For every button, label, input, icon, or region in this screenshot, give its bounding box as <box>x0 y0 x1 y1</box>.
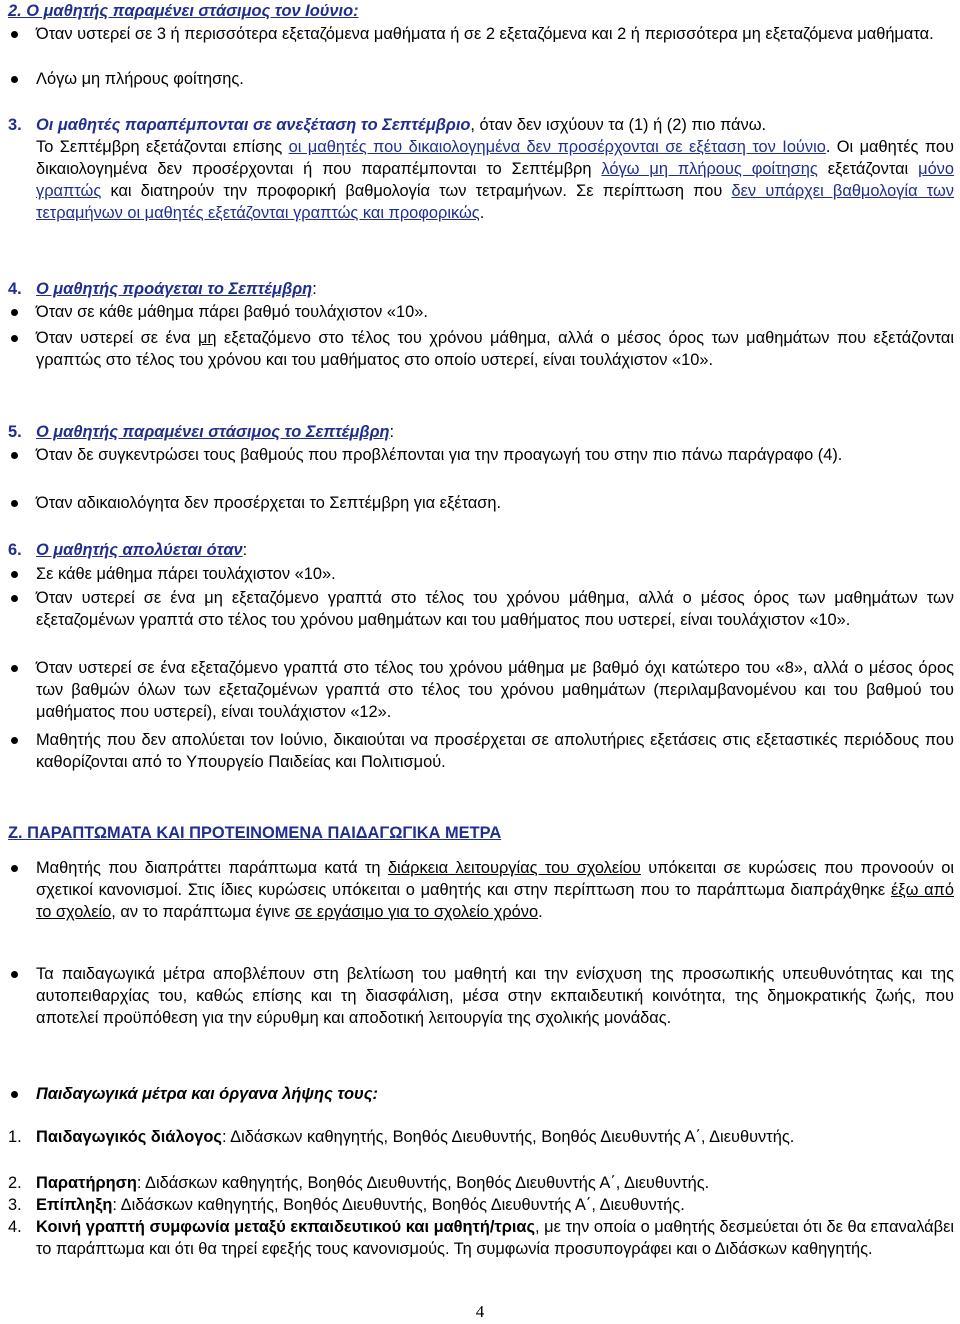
bullet-icon <box>10 587 20 609</box>
bullet-icon <box>10 1083 20 1105</box>
section-2-heading: 2. Ο μαθητής παραμένει στάσιμος τον Ιούνιο: <box>8 2 359 20</box>
section-z-title: Ζ. ΠΑΡΑΠΤΩΜΑΤΑ ΚΑΙ ΠΡΟΤΕΙΝΟΜΕΝΑ ΠΑΙΔΑΓΩΓΙΚΑ ΜΕΤΡΑ <box>8 824 502 842</box>
bullet-icon <box>10 327 20 349</box>
bullet-icon <box>10 301 20 323</box>
page-number: 4 <box>475 1302 485 1321</box>
bullet-icon <box>10 68 20 90</box>
section-4-heading: 4. Ο μαθητής προάγεται το Σεπτέμβρη: <box>8 280 317 298</box>
bullet-icon <box>10 444 20 466</box>
bullet-icon <box>10 963 20 985</box>
section-5-heading: 5. Ο μαθητής παραμένει στάσιμος το Σεπτέμβρη: <box>8 423 395 441</box>
section-3-heading: Οι μαθητές παραπέμπονται σε ανεξέταση το Σεπτέμβριο <box>36 116 471 134</box>
section-6-heading: 6. Ο μαθητής απολύεται όταν: <box>8 541 248 559</box>
bullet-icon <box>10 657 20 679</box>
bullet-icon <box>10 492 20 514</box>
bullet-icon <box>10 857 20 879</box>
bullet-icon <box>10 23 20 45</box>
document-page: 2. Ο μαθητής παραμένει στάσιμος τον Ιούνιο: Όταν υστερεί σε 3 ή περισσότερα εξεταζόμενα μαθήματα ή σε 2 εξεταζόμενα και 2 ή περισσότερα μη εξεταζόμενα μαθήματα. Λόγω μη πλήρους φοίτησης. 3. Οι μαθητές παραπέμπονται σε ανεξέταση το Σεπτέμβριο, όταν δεν ισχύουν τα (1) ή (2) πιο πάνω. Το Σεπτέμβρη εξετάζονται επίσης οι μαθητές που δικαιολογημένα δεν προσέρχονται σε εξέταση τον Ιούνιο. Οι μαθητές που δικαιολογημένα δεν προσέρχονται ή που παραπέμπονται το Σεπτέμβρη λόγω μη πλήρους φοίτησης εξετάζονται μόνο γραπτώς και διατηρούν την προφορική βαθμολογία των τετραμήνων. Σε περίπτωση που δεν υπάρχει βαθμολογία των τετραμήνων οι μαθητές εξετάζονται γραπτώς και προφορικώς. 4. Ο μαθητής προάγεται το Σεπτέμβρη: Όταν σε κάθε μάθημα πάρει βαθμό τουλάχιστον «10». Όταν υστερεί σε ένα μη εξεταζόμενο στο τέλος του χρόνου μάθημα, αλλά ο μέσος όρος των μαθημάτων που εξετάζονται γραπτώς στο τέλος του χρόνου και του μαθήματος στο οποίο υστερεί, είναι τουλάχιστον «10». 5. Ο μαθητής παραμένει στάσιμος το Σεπτέμβρη: Όταν δε συγκεντρώσει τους βαθμούς που προβλέπονται για την προαγωγή του στην πιο πάνω παράγραφο (4). Όταν αδικαιολόγητα δεν προσέρχεται το Σεπτέμβρη για εξέταση. 6. Ο μαθητής απολύεται όταν: Σε κάθε μάθημα πάρει τουλάχιστον «10». Όταν υστερεί σε ένα μη εξεταζόμενο γραπτά στο τέλος του χρόνου μάθημα, αλλά ο μέσος όρος των μαθημάτων των εξεταζομένων γραπτά στο τέλος του χρόνου μαθημάτων και του μαθήματος που υστερεί, είναι τουλάχιστον «10». Όταν υστερεί σε ένα εξεταζόμενο γραπτά στο τέλος του χρόνου μάθημα με βαθμό όχι κατώτερο του «8», αλλά ο μέσος όρος των βαθμών όλων των εξεταζομένων γραπτά στο τέλος του χρόνου μαθημάτων (περιλαμβανομένου και του βαθμού του μαθήματος που υστερεί), είναι τουλάχιστον «12». Μαθητής που δεν απολύεται τον Ιούνιο, δικαιούται να προσέρχεται σε απολυτήριες εξετάσεις στις εξεταστικές περιόδους που καθορίζονται από το Υπουργείο Παιδείας και Πολιτισμού. Ζ. ΠΑΡΑΠΤΩΜΑΤΑ ΚΑΙ ΠΡΟΤΕΙΝΟΜΕΝΑ ΠΑΙΔΑΓΩΓΙΚΑ ΜΕΤΡΑ Μαθητής που διαπράττει παράπτωμα κατά τη διάρκεια λειτουργίας του σχολείου υπόκειται σε κυρώσεις που προνοούν οι σχετικοί κανονισμοί. Στις ίδιες κυρώσεις υπόκειται ο μαθητής και στην περίπτωση που το παράπτωμα διαπράχθηκε έξω από το σχολείο, αν το παράπτωμα έγινε σε εργάσιμο για το σχολείο χρόνο. Τα παιδαγωγικά μέτρα αποβλέπουν στη βελτίωση του μαθητή και την ενίσχυση της προσωπικής υπευθυνότητας και της αυτοπειθαρχίας του, καθώς επίσης και τη διασφάλιση, μέσα στην εκπαιδευτική κοινότητα, της δημοκρατικής ζωής, που αποτελεί προϋπόθεση για την εύρυθμη και αποδοτική λειτουργία της σχολικής μονάδας. Παιδαγωγικά μέτρα και όργανα λήψης τους: 1. Παιδαγωγικός διάλογος: Διδάσκων καθηγητής, Βοηθός Διευθυντής, Βοηθός Διευθυντής Α΄, Διευθυντής. 2. Παρατήρηση: Διδάσκων καθηγητής, Βοηθός Διευθυντής, Βοηθός Διευθυντής Α΄, Διευθυντής. 3. Επίπληξη: Διδάσκων καθηγητής, Βοηθός Διευθυντής, Βοηθός Διευθυντής Α΄, Διευθυντής. 4. Κοινή γραπτή συμφωνία μεταξύ εκπαιδευτικού και μαθητή/τριας, με την οποία ο μαθητής δεσμεύεται ότι δε θα επαναλάβει το παράπτωμα και ότι θα τηρεί εφεξής τους κανονισμούς. Τη συμφωνία προσυπογράφει και ο Διδάσκων καθηγητής. 4 <box>0 0 960 1324</box>
bullet-icon <box>10 729 20 751</box>
bullet-icon <box>10 563 20 585</box>
